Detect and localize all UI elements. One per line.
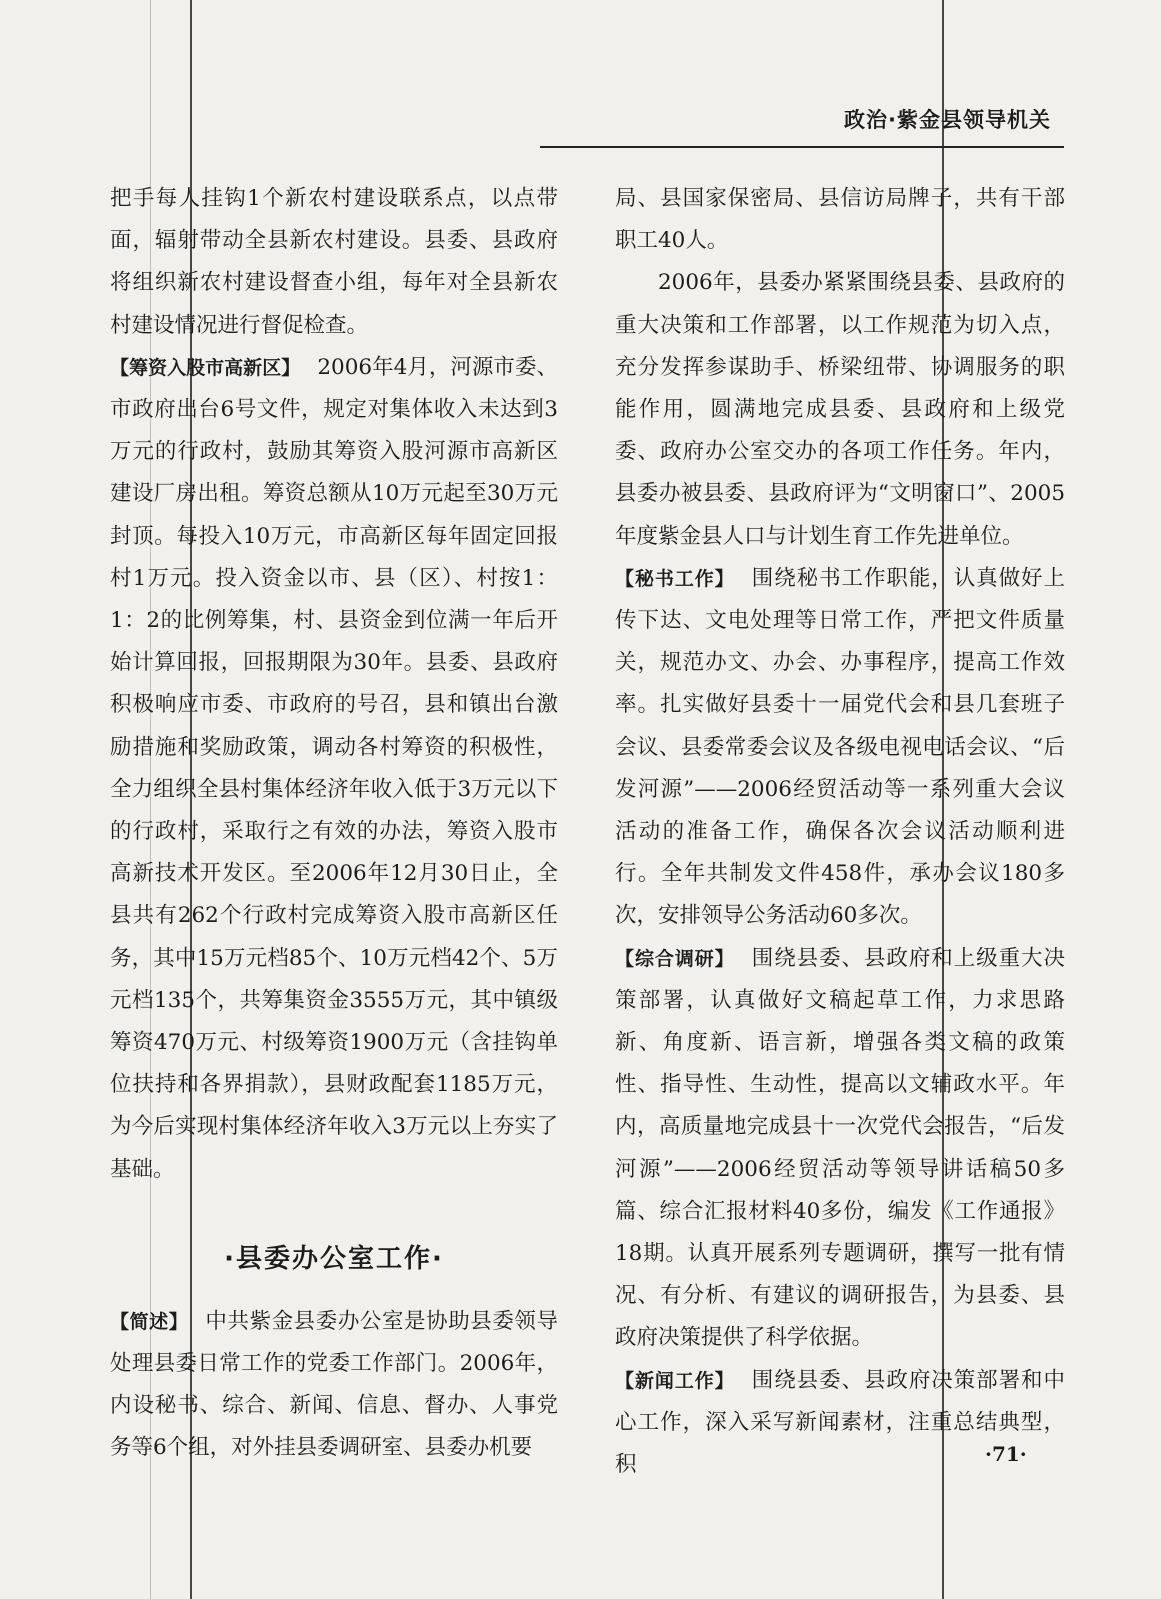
overview-paragraph (110, 1301, 558, 1470)
fundraising-text: 2006年4月，河源市委、市政府出台6号文件，规定对集体收入未达到3万元的行政村，鼓励其筹资入股河源市高新区建设厂房出租。筹资总额从10万元起至30万元封顶。每投入10万元，市高新区每年固定回报村1万元。投入资金以市、县（区）、村按1：1：2的比例筹集，村、县资金到位满一年后开始计算回报，回报期限为30年。县委、县政府积极响应市委、市政府的号召，县和镇出台激励措施和奖励政策，调动各村筹资的积极性，全力组织全县村集体经济年收入低于3万元以下的行政村，采取行之有效的办法，筹资入股市高新技术开发区。至2006年12月30日止，全县共有262个行政村完成筹资入股市高新区任务，其中15万元档85个、10万元档42个、5万元档135个，共筹集资金3555万元，其中镇级筹资470万元、村级筹资1900万元（含挂钩单位扶持和各界捐款），县财政配套1185万元，为今后实现村集体经济年收入3万元以上夯实了基础。 (110, 354, 558, 1182)
right-continuation-paragraph: 局、县国家保密局、县信访局牌子，共有干部职工40人。 (615, 186, 1065, 254)
research-tag: 【综合调研】 (615, 947, 735, 970)
news-text: 围绕县委、县政府决策部署和中心工作，深入采写新闻素材，注重总结典型，积 (615, 1367, 1065, 1478)
research-paragraph (615, 938, 1065, 1360)
news-tag: 【新闻工作】 (615, 1369, 735, 1392)
overview-text: 中共紫金县委办公室是协助县委领导处理县委日常工作的党委工作部门。2006年，内设秘书、综合、新闻、信息、督办、人事党务等6个组，对外挂县委调研室、县委办机要 (110, 1308, 558, 1461)
left-column (110, 178, 558, 1470)
secretarial-text: 围绕秘书工作职能，认真做好上传下达、文电处理等日常工作，严把文件质量关，规范办文、办会、办事程序，提高工作效率。扎实做好县委十一届党代会和县几套班子会议、县委常委会议及各级电视电话会议、“后发河源”——2006经贸活动等一系列重大会议活动的准备工作，确保各次会议活动顺利进行。全年共制发文件458件，承办会议180多次，安排领导公务活动60多次。 (615, 565, 1065, 929)
secretarial-tag: 【秘书工作】 (615, 567, 735, 590)
right-column (615, 178, 1065, 1486)
page-number: ·71· (985, 1442, 1027, 1466)
section-title: ·县委办公室工作· (224, 1243, 444, 1274)
news-paragraph (615, 1360, 1065, 1487)
fundraising-paragraph (110, 347, 558, 1191)
header-rule (540, 146, 1064, 148)
running-header: 政治·紫金县领导机关 (844, 108, 1051, 132)
intro-paragraph: 2006年，县委办紧紧围绕县委、县政府的重大决策和工作部署，以工作规范为切入点，充分发挥参谋助手、桥梁纽带、协调服务的职能作用，圆满地完成县委、县政府和上级党委、政府办公室交办的各项工作任务。年内，县委办被县委、县政府评为“文明窗口”、2005年度紫金县人口与计划生育工作先进单位。 (615, 270, 1065, 549)
overview-tag: 【简述】 (110, 1310, 189, 1333)
left-continuation-paragraph: 把手每人挂钩1个新农村建设联系点，以点带面，辐射带动全县新农村建设。县委、县政府将组织新农村建设督查小组，每年对全县新农村建设情况进行督促检查。 (110, 186, 558, 338)
research-text: 围绕县委、县政府和上级重大决策部署，认真做好文稿起草工作，力求思路新、角度新、语言新，增强各类文稿的政策性、指导性、生动性，提高以文辅政水平。年内，高质量地完成县十一次党代会报告，“后发河源”——2006经贸活动等领导讲话稿50多篇、综合汇报材料40多份，编发《工作通报》18期。认真开展系列专题调研，撰写一批有情况、有分析、有建议的调研报告，为县委、县政府决策提供了科学依据。 (615, 945, 1065, 1351)
fundraising-tag: 【筹资入股市高新区】 (110, 356, 301, 379)
secretarial-paragraph (615, 558, 1065, 938)
